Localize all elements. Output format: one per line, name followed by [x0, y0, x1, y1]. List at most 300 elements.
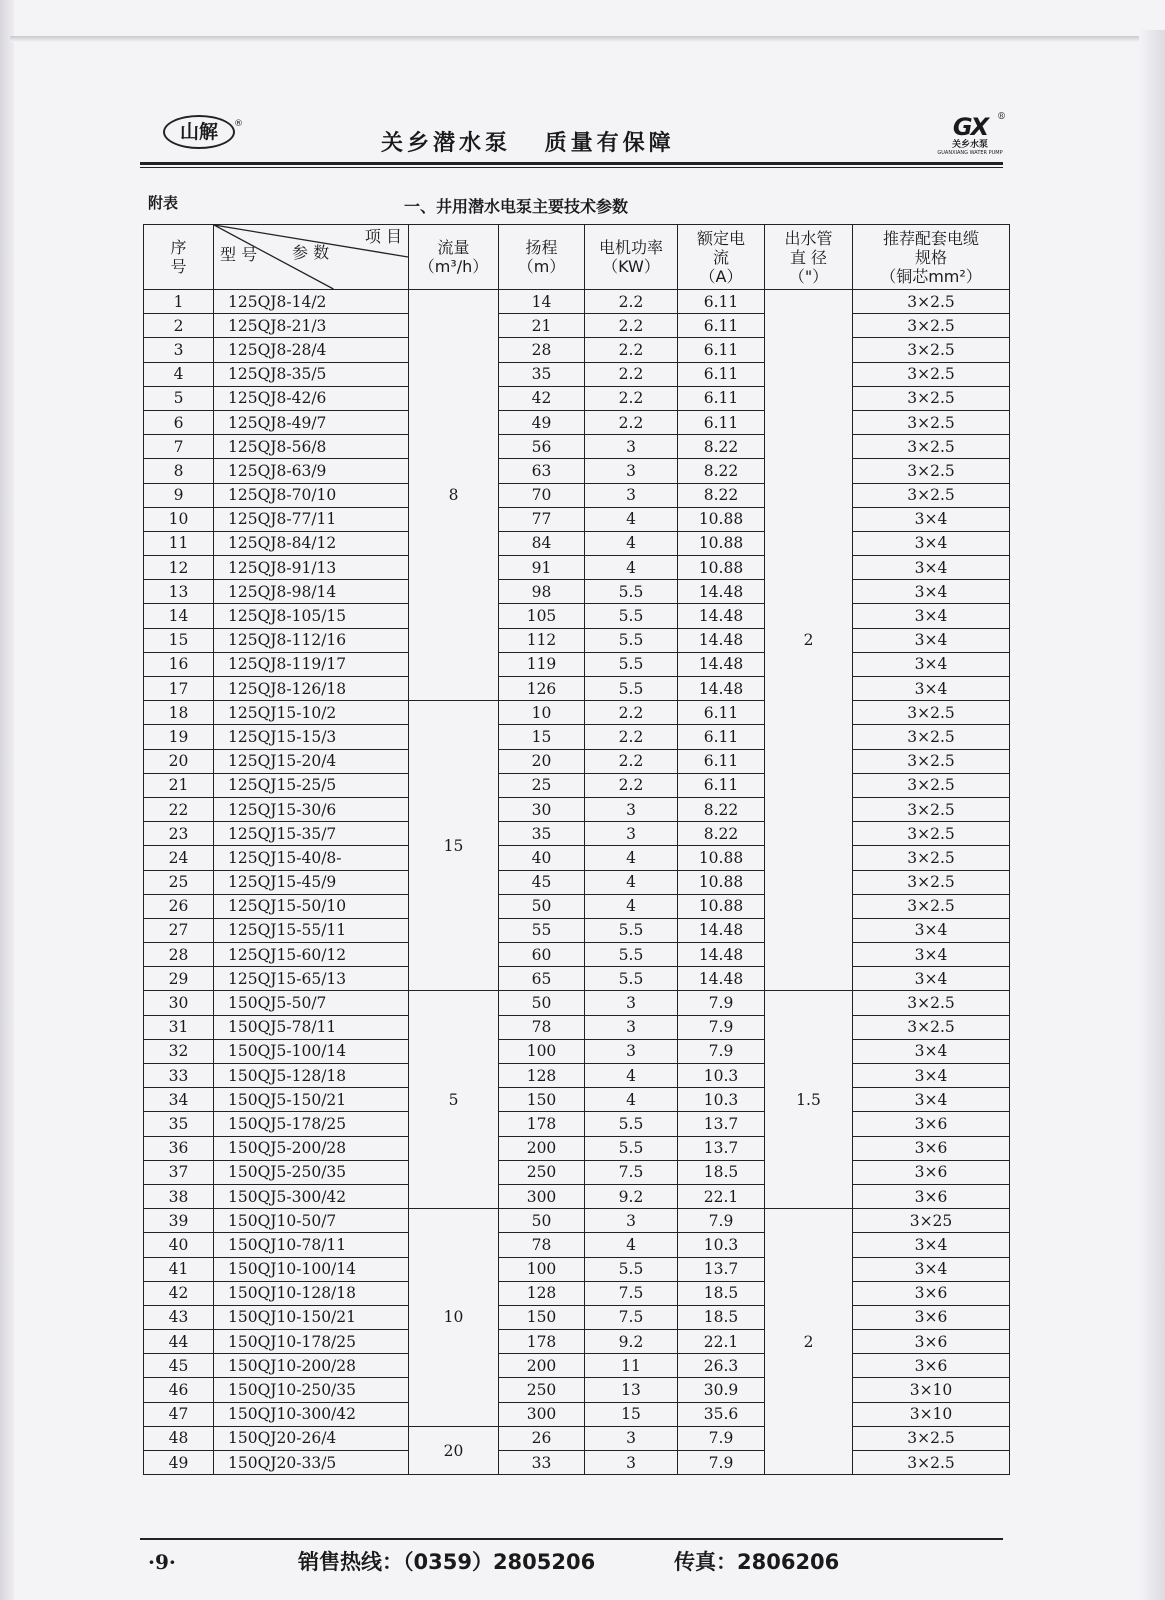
table-row [144, 677, 1010, 701]
current-cell: 6.11 [678, 701, 765, 725]
table-row [144, 483, 1010, 507]
power-cell: 3 [585, 822, 678, 846]
model-cell: 125QJ15-50/10 [214, 894, 409, 918]
power-cell: 5.5 [585, 652, 678, 676]
cable-cell: 3×4 [853, 1039, 1010, 1063]
page-right-edge [1139, 30, 1165, 1600]
table-row [144, 1184, 1010, 1208]
table-row [144, 967, 1010, 991]
model-cell: 125QJ8-63/9 [214, 459, 409, 483]
current-cell: 8.22 [678, 822, 765, 846]
power-cell: 4 [585, 531, 678, 555]
row-number-cell: 34 [144, 1088, 214, 1112]
row-number-cell: 40 [144, 1233, 214, 1257]
current-cell: 7.9 [678, 1451, 765, 1475]
table-row [144, 701, 1010, 725]
power-cell: 2.2 [585, 290, 678, 314]
header-current-unit: （A） [699, 266, 743, 286]
current-cell: 35.6 [678, 1402, 765, 1426]
page-top-edge [10, 36, 1155, 42]
table-row [144, 1402, 1010, 1426]
table-row [144, 918, 1010, 942]
row-number-cell: 7 [144, 435, 214, 459]
row-number-cell: 6 [144, 410, 214, 434]
model-cell: 125QJ8-21/3 [214, 314, 409, 338]
head-cell: 26 [499, 1426, 585, 1450]
table-row [144, 386, 1010, 410]
head-cell: 98 [499, 580, 585, 604]
row-number-cell: 41 [144, 1257, 214, 1281]
header-model-diagonal [214, 225, 409, 290]
row-number-cell: 20 [144, 749, 214, 773]
row-number-cell: 4 [144, 362, 214, 386]
head-cell: 250 [499, 1160, 585, 1184]
row-number-cell: 25 [144, 870, 214, 894]
power-cell: 3 [585, 797, 678, 821]
table-row [144, 1354, 1010, 1378]
power-cell: 5.5 [585, 1112, 678, 1136]
guanxiang-logo [930, 114, 1010, 160]
current-cell: 6.11 [678, 773, 765, 797]
current-cell: 7.9 [678, 1039, 765, 1063]
gx-logo-mark: GX [952, 113, 988, 141]
row-number-cell: 37 [144, 1160, 214, 1184]
row-number-cell: 9 [144, 483, 214, 507]
head-cell: 300 [499, 1402, 585, 1426]
model-cell: 150QJ10-150/21 [214, 1305, 409, 1329]
head-cell: 91 [499, 556, 585, 580]
power-cell: 4 [585, 894, 678, 918]
power-cell: 5.5 [585, 604, 678, 628]
model-cell: 125QJ8-98/14 [214, 580, 409, 604]
head-cell: 55 [499, 918, 585, 942]
cable-cell: 3×2.5 [853, 338, 1010, 362]
cable-cell: 3×2.5 [853, 1426, 1010, 1450]
cable-cell: 3×25 [853, 1209, 1010, 1233]
current-cell: 13.7 [678, 1136, 765, 1160]
header-rule-thin [140, 167, 1003, 168]
header-param-label: 参 数 [292, 243, 330, 262]
head-cell: 21 [499, 314, 585, 338]
head-cell: 42 [499, 386, 585, 410]
head-cell: 128 [499, 1281, 585, 1305]
current-cell: 10.88 [678, 846, 765, 870]
cable-cell: 3×2.5 [853, 701, 1010, 725]
model-cell: 125QJ15-60/12 [214, 943, 409, 967]
row-number-cell: 11 [144, 531, 214, 555]
current-cell: 13.7 [678, 1112, 765, 1136]
current-cell: 8.22 [678, 483, 765, 507]
head-cell: 20 [499, 749, 585, 773]
model-cell: 125QJ8-112/16 [214, 628, 409, 652]
header-seq-line2: 号 [170, 257, 187, 276]
current-cell: 8.22 [678, 435, 765, 459]
cable-cell: 3×2.5 [853, 314, 1010, 338]
row-number-cell: 27 [144, 918, 214, 942]
model-cell: 125QJ8-14/2 [214, 290, 409, 314]
model-cell: 125QJ8-42/6 [214, 386, 409, 410]
cable-cell: 3×4 [853, 652, 1010, 676]
header-outlet [765, 225, 853, 290]
power-cell: 4 [585, 870, 678, 894]
cable-cell: 3×4 [853, 531, 1010, 555]
row-number-cell: 16 [144, 652, 214, 676]
current-cell: 10.88 [678, 531, 765, 555]
model-cell: 125QJ8-70/10 [214, 483, 409, 507]
current-cell: 14.48 [678, 677, 765, 701]
table-row [144, 1330, 1010, 1354]
model-cell: 125QJ15-40/8- [214, 846, 409, 870]
cable-cell: 3×2.5 [853, 483, 1010, 507]
model-cell: 125QJ8-105/15 [214, 604, 409, 628]
fax-number: 传真：2806206 [674, 1550, 840, 1574]
model-cell: 125QJ8-126/18 [214, 677, 409, 701]
power-cell: 2.2 [585, 386, 678, 410]
model-cell: 125QJ15-30/6 [214, 797, 409, 821]
power-cell: 5.5 [585, 1257, 678, 1281]
table-row [144, 1233, 1010, 1257]
table-row [144, 1426, 1010, 1450]
current-cell: 7.9 [678, 1015, 765, 1039]
current-cell: 22.1 [678, 1184, 765, 1208]
current-cell: 14.48 [678, 943, 765, 967]
model-cell: 125QJ15-55/11 [214, 918, 409, 942]
cable-cell: 3×2.5 [853, 1451, 1010, 1475]
table-row [144, 1160, 1010, 1184]
row-number-cell: 35 [144, 1112, 214, 1136]
table-header [144, 225, 1010, 290]
power-cell: 3 [585, 483, 678, 507]
power-cell: 2.2 [585, 773, 678, 797]
power-cell: 7.5 [585, 1305, 678, 1329]
head-cell: 56 [499, 435, 585, 459]
current-cell: 13.7 [678, 1257, 765, 1281]
power-cell: 7.5 [585, 1160, 678, 1184]
head-cell: 40 [499, 846, 585, 870]
head-cell: 63 [499, 459, 585, 483]
cable-cell: 3×2.5 [853, 362, 1010, 386]
current-cell: 8.22 [678, 459, 765, 483]
table-row [144, 773, 1010, 797]
table-row [144, 410, 1010, 434]
table-row [144, 507, 1010, 531]
outlet-diameter-cell: 2 [765, 290, 853, 991]
cable-cell: 3×6 [853, 1112, 1010, 1136]
pump-spec-table [143, 224, 1010, 1475]
row-number-cell: 8 [144, 459, 214, 483]
current-cell: 6.11 [678, 749, 765, 773]
sales-hotline: 销售热线：（0359）2805206 [298, 1550, 596, 1574]
row-number-cell: 21 [144, 773, 214, 797]
cable-cell: 3×2.5 [853, 435, 1010, 459]
cable-cell: 3×4 [853, 943, 1010, 967]
head-cell: 200 [499, 1136, 585, 1160]
power-cell: 15 [585, 1402, 678, 1426]
table-row [144, 314, 1010, 338]
model-cell: 125QJ15-65/13 [214, 967, 409, 991]
head-cell: 49 [499, 410, 585, 434]
head-cell: 50 [499, 894, 585, 918]
cable-cell: 3×6 [853, 1184, 1010, 1208]
head-cell: 33 [499, 1451, 585, 1475]
cable-cell: 3×4 [853, 556, 1010, 580]
power-cell: 9.2 [585, 1330, 678, 1354]
power-cell: 2.2 [585, 725, 678, 749]
cable-cell: 3×2.5 [853, 822, 1010, 846]
row-number-cell: 26 [144, 894, 214, 918]
table-row [144, 1064, 1010, 1088]
cable-cell: 3×4 [853, 507, 1010, 531]
model-cell: 150QJ5-200/28 [214, 1136, 409, 1160]
page-binding [0, 0, 14, 1600]
table-row [144, 1015, 1010, 1039]
cable-cell: 3×6 [853, 1281, 1010, 1305]
row-number-cell: 19 [144, 725, 214, 749]
table-title: 一、井用潜水电泵主要技术参数 [404, 197, 629, 216]
model-cell: 125QJ8-77/11 [214, 507, 409, 531]
model-cell: 125QJ8-91/13 [214, 556, 409, 580]
table-row [144, 1209, 1010, 1233]
current-cell: 6.11 [678, 338, 765, 362]
current-cell: 7.9 [678, 1209, 765, 1233]
row-number-cell: 12 [144, 556, 214, 580]
head-cell: 100 [499, 1257, 585, 1281]
model-cell: 150QJ5-150/21 [214, 1088, 409, 1112]
header-cable-label: 推荐配套电缆规格 [883, 228, 980, 267]
head-cell: 150 [499, 1305, 585, 1329]
power-cell: 2.2 [585, 338, 678, 362]
head-cell: 50 [499, 991, 585, 1015]
current-cell: 14.48 [678, 652, 765, 676]
head-cell: 35 [499, 822, 585, 846]
row-number-cell: 38 [144, 1184, 214, 1208]
cable-cell: 3×2.5 [853, 797, 1010, 821]
head-cell: 100 [499, 1039, 585, 1063]
header-flow-label: 流量 [437, 238, 470, 257]
row-number-cell: 1 [144, 290, 214, 314]
model-cell: 125QJ15-35/7 [214, 822, 409, 846]
current-cell: 10.3 [678, 1088, 765, 1112]
head-cell: 65 [499, 967, 585, 991]
power-cell: 3 [585, 459, 678, 483]
head-cell: 126 [499, 677, 585, 701]
registered-mark-right: ® [997, 112, 1006, 122]
header-seq-line1: 序 [170, 238, 187, 257]
row-number-cell: 45 [144, 1354, 214, 1378]
row-number-cell: 23 [144, 822, 214, 846]
cable-cell: 3×2.5 [853, 1015, 1010, 1039]
row-number-cell: 46 [144, 1378, 214, 1402]
header-current [678, 225, 765, 290]
row-number-cell: 2 [144, 314, 214, 338]
cable-cell: 3×4 [853, 677, 1010, 701]
cable-cell: 3×4 [853, 628, 1010, 652]
model-cell: 150QJ10-50/7 [214, 1209, 409, 1233]
head-cell: 50 [499, 1209, 585, 1233]
power-cell: 5.5 [585, 628, 678, 652]
header-model-label: 型 号 [220, 245, 258, 264]
cable-cell: 3×4 [853, 1088, 1010, 1112]
row-number-cell: 33 [144, 1064, 214, 1088]
cable-cell: 3×2.5 [853, 459, 1010, 483]
head-cell: 78 [499, 1233, 585, 1257]
current-cell: 10.88 [678, 507, 765, 531]
head-cell: 178 [499, 1330, 585, 1354]
head-cell: 84 [499, 531, 585, 555]
row-number-cell: 28 [144, 943, 214, 967]
table-row [144, 290, 1010, 314]
head-cell: 119 [499, 652, 585, 676]
table-row [144, 1281, 1010, 1305]
current-cell: 10.3 [678, 1233, 765, 1257]
header-head-unit: （m） [517, 257, 566, 276]
current-cell: 6.11 [678, 725, 765, 749]
power-cell: 5.5 [585, 1136, 678, 1160]
table-row [144, 628, 1010, 652]
table-row [144, 435, 1010, 459]
power-cell: 3 [585, 1451, 678, 1475]
model-cell: 150QJ10-100/14 [214, 1257, 409, 1281]
current-cell: 6.11 [678, 362, 765, 386]
current-cell: 10.88 [678, 870, 765, 894]
table-row [144, 894, 1010, 918]
header-head [499, 225, 585, 290]
outlet-diameter-cell: 2 [765, 1209, 853, 1475]
head-cell: 60 [499, 943, 585, 967]
power-cell: 2.2 [585, 701, 678, 725]
row-number-cell: 36 [144, 1136, 214, 1160]
current-cell: 10.3 [678, 1064, 765, 1088]
power-cell: 4 [585, 1088, 678, 1112]
cable-cell: 3×2.5 [853, 894, 1010, 918]
row-number-cell: 15 [144, 628, 214, 652]
current-cell: 30.9 [678, 1378, 765, 1402]
row-number-cell: 5 [144, 386, 214, 410]
power-cell: 3 [585, 1426, 678, 1450]
logo-left-text: 山解 [179, 121, 218, 143]
table-row [144, 943, 1010, 967]
current-cell: 18.5 [678, 1281, 765, 1305]
power-cell: 3 [585, 435, 678, 459]
power-cell: 5.5 [585, 967, 678, 991]
header-item-label: 项 目 [364, 227, 402, 246]
current-cell: 6.11 [678, 386, 765, 410]
head-cell: 14 [499, 290, 585, 314]
power-cell: 13 [585, 1378, 678, 1402]
row-number-cell: 44 [144, 1330, 214, 1354]
current-cell: 6.11 [678, 410, 765, 434]
cable-cell: 3×6 [853, 1136, 1010, 1160]
table-row [144, 604, 1010, 628]
table-row [144, 1451, 1010, 1475]
model-cell: 125QJ15-25/5 [214, 773, 409, 797]
power-cell: 4 [585, 846, 678, 870]
logo-right-en: GUANXIANG WATER PUMP [937, 150, 1003, 156]
model-cell: 150QJ5-250/35 [214, 1160, 409, 1184]
power-cell: 9.2 [585, 1184, 678, 1208]
table-row [144, 1257, 1010, 1281]
power-cell: 4 [585, 1064, 678, 1088]
flow-cell: 10 [409, 1209, 499, 1427]
head-cell: 78 [499, 1015, 585, 1039]
power-cell: 11 [585, 1354, 678, 1378]
table-row [144, 338, 1010, 362]
current-cell: 14.48 [678, 628, 765, 652]
cable-cell: 3×4 [853, 1233, 1010, 1257]
cable-cell: 3×2.5 [853, 846, 1010, 870]
model-cell: 125QJ15-20/4 [214, 749, 409, 773]
head-cell: 150 [499, 1088, 585, 1112]
model-cell: 150QJ5-50/7 [214, 991, 409, 1015]
table-row [144, 1088, 1010, 1112]
table-row [144, 991, 1010, 1015]
table-row [144, 870, 1010, 894]
table-row [144, 362, 1010, 386]
head-cell: 178 [499, 1112, 585, 1136]
cable-cell: 3×4 [853, 918, 1010, 942]
cable-cell: 3×2.5 [853, 410, 1010, 434]
flow-cell: 20 [409, 1426, 499, 1474]
table-row [144, 556, 1010, 580]
head-cell: 128 [499, 1064, 585, 1088]
flow-cell: 8 [409, 290, 499, 701]
cable-cell: 3×4 [853, 580, 1010, 604]
cable-cell: 3×2.5 [853, 290, 1010, 314]
current-cell: 14.48 [678, 604, 765, 628]
table-row [144, 531, 1010, 555]
header-outlet-unit: （"） [788, 266, 829, 286]
cable-cell: 3×2.5 [853, 870, 1010, 894]
row-number-cell: 24 [144, 846, 214, 870]
model-cell: 125QJ8-119/17 [214, 652, 409, 676]
row-number-cell: 29 [144, 967, 214, 991]
appendix-label: 附表 [148, 194, 179, 212]
cable-cell: 3×4 [853, 967, 1010, 991]
model-cell: 150QJ10-200/28 [214, 1354, 409, 1378]
head-cell: 112 [499, 628, 585, 652]
footer-rule [140, 1538, 1003, 1540]
head-cell: 25 [499, 773, 585, 797]
header-cable-unit: （铜芯mm²） [880, 266, 982, 286]
model-cell: 150QJ10-78/11 [214, 1233, 409, 1257]
head-cell: 105 [499, 604, 585, 628]
table-row [144, 1136, 1010, 1160]
cable-cell: 3×2.5 [853, 991, 1010, 1015]
current-cell: 14.48 [678, 918, 765, 942]
cable-cell: 3×6 [853, 1354, 1010, 1378]
row-number-cell: 48 [144, 1426, 214, 1450]
shanjie-logo [163, 115, 243, 149]
current-cell: 10.88 [678, 556, 765, 580]
power-cell: 4 [585, 1233, 678, 1257]
model-cell: 125QJ8-56/8 [214, 435, 409, 459]
power-cell: 2.2 [585, 749, 678, 773]
current-cell: 14.48 [678, 580, 765, 604]
model-cell: 150QJ5-78/11 [214, 1015, 409, 1039]
current-cell: 18.5 [678, 1160, 765, 1184]
power-cell: 4 [585, 507, 678, 531]
model-cell: 125QJ15-15/3 [214, 725, 409, 749]
table-row [144, 580, 1010, 604]
model-cell: 150QJ5-300/42 [214, 1184, 409, 1208]
table-row [144, 822, 1010, 846]
power-cell: 4 [585, 556, 678, 580]
power-cell: 5.5 [585, 677, 678, 701]
head-cell: 77 [499, 507, 585, 531]
row-number-cell: 17 [144, 677, 214, 701]
cable-cell: 3×2.5 [853, 386, 1010, 410]
cable-cell: 3×6 [853, 1330, 1010, 1354]
